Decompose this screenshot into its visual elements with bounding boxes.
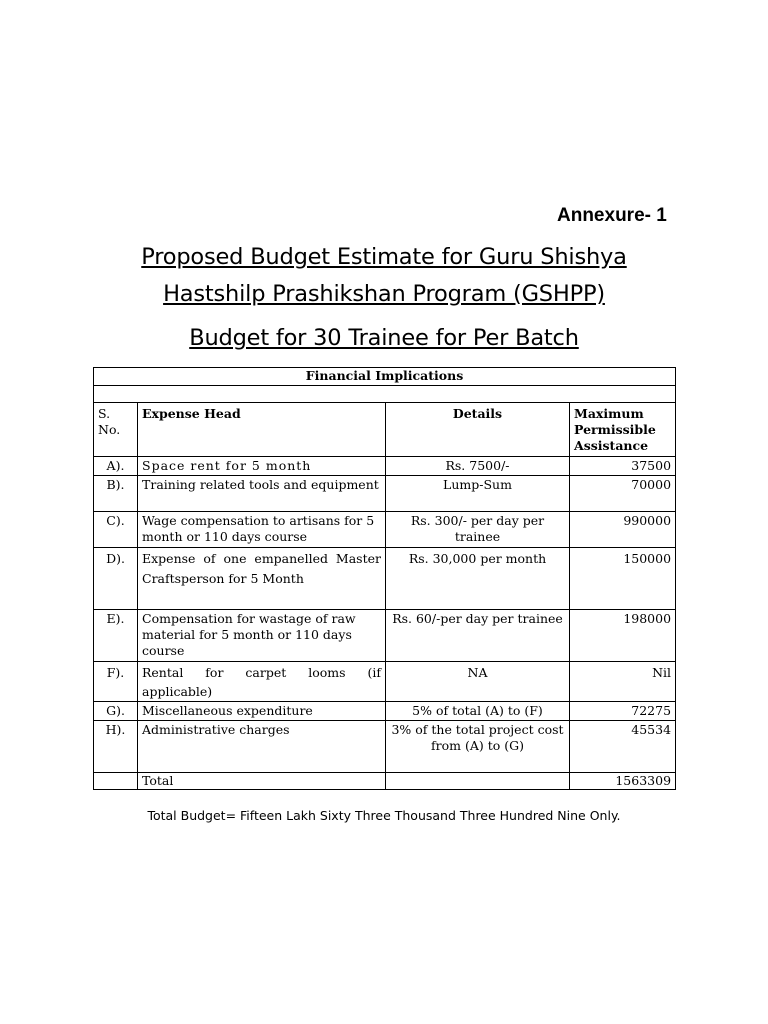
row-head: Expense of one empanelled Master Craftsperson for 5 Month bbox=[138, 548, 386, 610]
blank-row bbox=[94, 386, 676, 403]
row-details: 3% of the total project cost from (A) to (G) bbox=[386, 721, 570, 773]
total-row bbox=[94, 773, 676, 790]
table-row bbox=[94, 548, 676, 610]
total-details-cell bbox=[386, 773, 570, 790]
row-details: NA bbox=[386, 662, 570, 702]
table-row bbox=[94, 662, 676, 702]
row-head: Wage compensation to artisans for 5 month or 110 days course bbox=[138, 512, 386, 548]
row-sno: H). bbox=[94, 721, 138, 773]
row-sno: B). bbox=[94, 476, 138, 512]
row-head: Miscellaneous expenditure bbox=[138, 702, 386, 721]
row-amount: 72275 bbox=[570, 702, 676, 721]
row-amount: Nil bbox=[570, 662, 676, 702]
table-row bbox=[94, 457, 676, 476]
budget-table bbox=[93, 367, 676, 790]
row-amount: 70000 bbox=[570, 476, 676, 512]
total-label: Total bbox=[138, 773, 386, 790]
header-expense-head: Expense Head bbox=[138, 403, 386, 457]
row-sno: A). bbox=[94, 457, 138, 476]
total-sno-cell bbox=[94, 773, 138, 790]
row-head: Space rent for 5 month bbox=[138, 457, 386, 476]
table-row bbox=[94, 512, 676, 548]
row-amount: 990000 bbox=[570, 512, 676, 548]
row-sno: E). bbox=[94, 610, 138, 662]
row-head: Training related tools and equipment bbox=[138, 476, 386, 512]
table-row bbox=[94, 702, 676, 721]
table-row bbox=[94, 610, 676, 662]
row-sno: D). bbox=[94, 548, 138, 610]
table-row bbox=[94, 721, 676, 773]
table-row bbox=[94, 476, 676, 512]
row-amount: 198000 bbox=[570, 610, 676, 662]
header-sno: S. No. bbox=[94, 403, 138, 457]
row-sno: F). bbox=[94, 662, 138, 702]
page-title-line-1: Proposed Budget Estimate for Guru Shishya bbox=[141, 244, 627, 270]
row-sno: G). bbox=[94, 702, 138, 721]
annexure-label: Annexure- 1 bbox=[557, 205, 667, 226]
page-title-line-2: Hastshilp Prashikshan Program (GSHPP) bbox=[163, 281, 605, 307]
row-amount: 45534 bbox=[570, 721, 676, 773]
total-amount: 1563309 bbox=[570, 773, 676, 790]
row-details: Lump-Sum bbox=[386, 476, 570, 512]
row-amount: 37500 bbox=[570, 457, 676, 476]
header-details: Details bbox=[386, 403, 570, 457]
row-details: Rs. 300/- per day per trainee bbox=[386, 512, 570, 548]
page-subtitle: Budget for 30 Trainee for Per Batch bbox=[189, 325, 579, 351]
row-details: Rs. 30,000 per month bbox=[386, 548, 570, 610]
row-head: Compensation for wastage of raw material for 5 month or 110 days course bbox=[138, 610, 386, 662]
row-amount: 150000 bbox=[570, 548, 676, 610]
row-sno: C). bbox=[94, 512, 138, 548]
row-details: 5% of total (A) to (F) bbox=[386, 702, 570, 721]
total-budget-text: Total Budget= Fifteen Lakh Sixty Three Thousand Three Hundred Nine Only. bbox=[147, 808, 621, 823]
row-head: Rental for carpet looms (if applicable) bbox=[138, 662, 386, 702]
row-details: Rs. 7500/- bbox=[386, 457, 570, 476]
row-head: Administrative charges bbox=[138, 721, 386, 773]
table-caption: Financial Implications bbox=[94, 368, 676, 386]
header-max-assistance: Maximum Permissible Assistance bbox=[570, 403, 676, 457]
row-details: Rs. 60/-per day per trainee bbox=[386, 610, 570, 662]
